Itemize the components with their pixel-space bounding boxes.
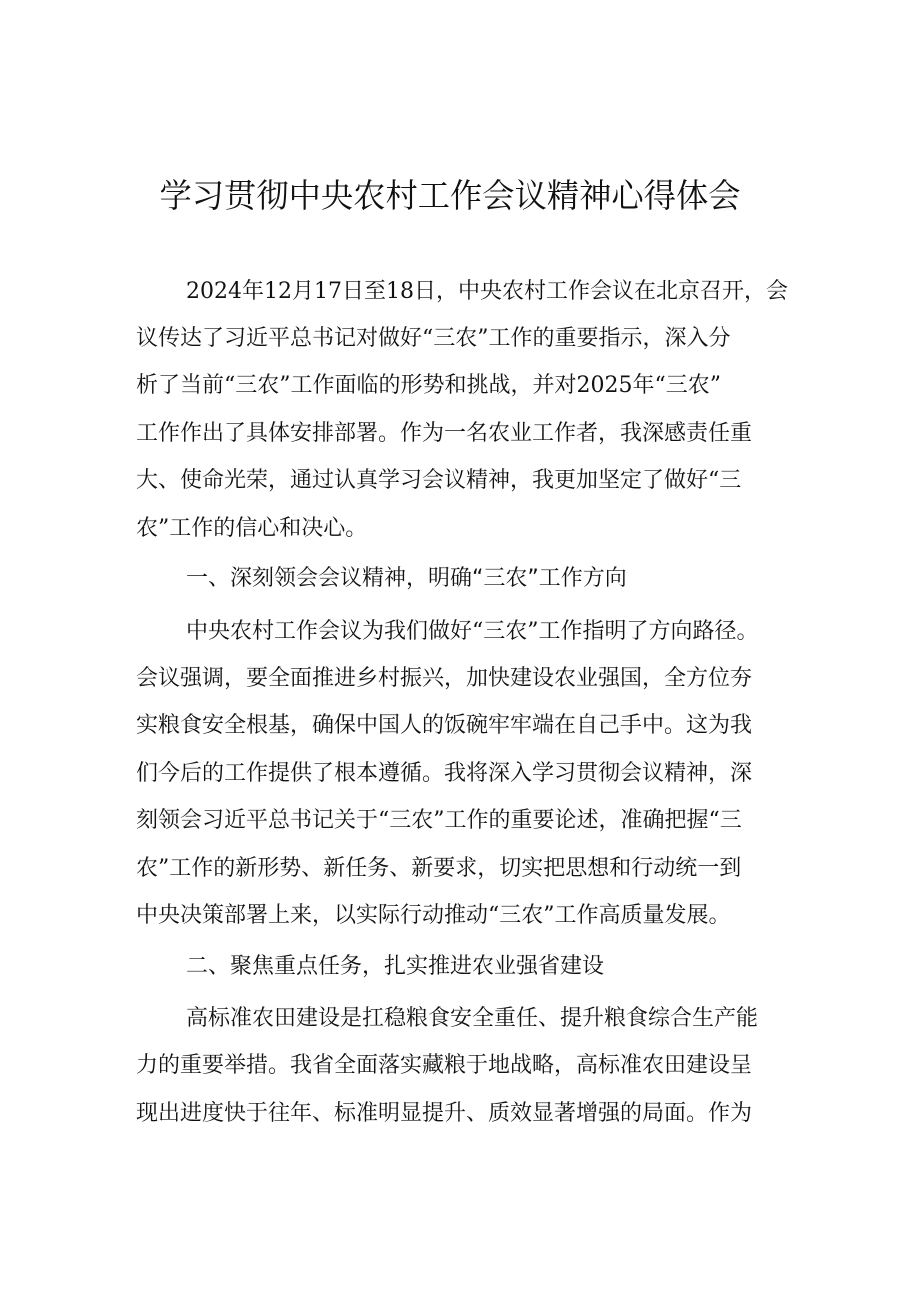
paragraph-2-line-4: 们今后的工作提供了根本遵循。我将深入学习贯彻会议精神，深 — [136, 761, 753, 786]
paragraph-2-line-7: 中央决策部署上来，以实际行动推动“三农”工作高质量发展。 — [136, 903, 731, 928]
document-title: 学习贯彻中央农村工作会议精神心得体会 — [159, 176, 741, 215]
paragraph-1-line-6: 农”工作的信心和决心。 — [136, 516, 368, 541]
paragraph-3-line-1: 高标准农田建设是扛稳粮食安全重任、提升粮食综合生产能 — [186, 1006, 759, 1031]
paragraph-1-line-1: 2024年12月17日至18日，中央农村工作会议在北京召开，会 — [186, 279, 788, 304]
paragraph-2-line-5: 刻领会习近平总书记关于“三农”工作的重要论述，准确把握“三 — [136, 808, 742, 833]
paragraph-3-line-3: 现出进度快于往年、标准明显提升、质效显著增强的局面。作为 — [136, 1101, 753, 1126]
paragraph-3-line-2: 力的重要举措。我省全面落实藏粮于地战略，高标准农田建设呈 — [136, 1053, 753, 1078]
paragraph-1-line-2: 议传达了习近平总书记对做好“三农”工作的重要指示，深入分 — [136, 326, 731, 351]
paragraph-2-line-3: 实粮食安全根基，确保中国人的饭碗牢牢端在自己手中。这为我 — [136, 713, 753, 738]
paragraph-1-line-5: 大、使命光荣，通过认真学习会议精神，我更加坚定了做好“三 — [136, 468, 742, 493]
paragraph-1-line-3: 析了当前“三农”工作面临的形势和挑战，并对2025年“三农” — [136, 373, 721, 398]
paragraph-2-line-6: 农”工作的新形势、新任务、新要求，切实把思想和行动统一到 — [136, 856, 742, 881]
section-heading-2: 二、聚焦重点任务，扎实推进农业强省建设 — [186, 954, 605, 979]
paragraph-2-line-2: 会议强调，要全面推进乡村振兴，加快建设农业强国，全方位夯 — [136, 666, 753, 691]
paragraph-2-line-1: 中央农村工作会议为我们做好“三农”工作指明了方向路径。 — [186, 619, 759, 644]
paragraph-1-line-4: 工作作出了具体安排部署。作为一名农业工作者，我深感责任重 — [136, 421, 753, 446]
section-heading-1: 一、深刻领会会议精神，明确“三农”工作方向 — [186, 566, 627, 591]
